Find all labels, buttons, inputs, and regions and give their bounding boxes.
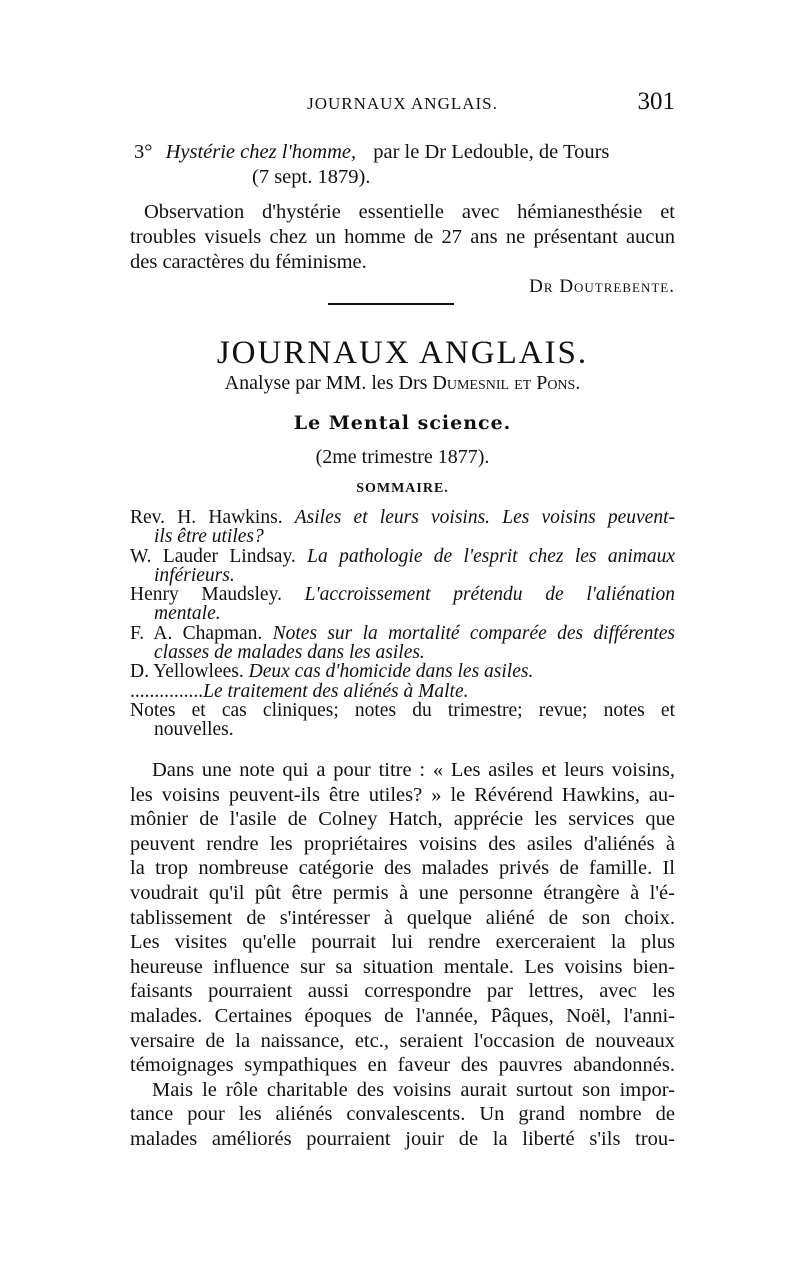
- toc-author: W. Lauder Lindsay.: [130, 545, 308, 567]
- body-paragraph: [130, 758, 675, 1152]
- toc-author: Notes et cas cliniques; notes du trimestre; revue; notes et: [130, 699, 675, 721]
- body-line: Dans une note qui a pour titre : « Les asiles et leurs voisins,: [152, 759, 675, 781]
- body-line: voudrait qu'il pût être permis à une personne étrangère à l'é-: [130, 881, 675, 904]
- running-head: [130, 88, 675, 122]
- observation-paragraph: [130, 200, 675, 275]
- toc-title: Deux cas d'homicide dans les asiles.: [248, 661, 534, 683]
- toc-title: L'accroissement prétendu de l'aliénation: [304, 584, 675, 606]
- entry-heading: [130, 140, 675, 190]
- toc-author: nouvelles.: [154, 719, 234, 741]
- journal-issue: (2me trimestre 1877).: [315, 446, 490, 468]
- sommaire-heading: SOMMAIRE.: [356, 481, 449, 496]
- journal-name: Le Mental science.: [293, 412, 512, 434]
- toc-author: D. Yellowlees.: [130, 661, 249, 683]
- section-divider: [328, 303, 454, 305]
- toc-title: ils être utiles?: [154, 526, 264, 548]
- toc-line: [130, 682, 675, 701]
- toc-author: F. A. Chapman.: [130, 622, 273, 644]
- toc-line: [130, 527, 675, 546]
- toc-line: [130, 662, 675, 681]
- body-line: malades améliorés pourraient jouir de la liberté s'ils trou-: [130, 1127, 675, 1150]
- analyse-text: Analyse par MM. les Drs: [224, 372, 428, 394]
- toc-title: classes de malades dans les asiles.: [154, 642, 425, 664]
- toc-line: [130, 547, 675, 566]
- section-analyse: [130, 372, 675, 395]
- entry-line-1: [130, 140, 675, 165]
- toc-author: Henry Maudsley.: [130, 584, 305, 606]
- body-line: mônier de l'asile de Colney Hatch, apprécie les services que: [130, 808, 675, 831]
- toc-author: ...............: [130, 680, 204, 702]
- observation-line: des caractères du féminisme.: [130, 251, 367, 273]
- toc-title: Notes sur la mortalité comparée des différentes: [272, 622, 675, 644]
- page-number: 301: [637, 88, 675, 115]
- entry-line-2: (7 sept. 1879).: [252, 166, 371, 188]
- observation-line: Observation d'hystérie essentielle avec hémianesthésie et: [144, 201, 675, 223]
- body-line: tablissement de s'intéresser à quelque aliéné de son choix.: [130, 906, 675, 929]
- toc-line: [130, 508, 675, 527]
- toc-line: [130, 643, 675, 662]
- toc-title: La pathologie de l'esprit chez les animaux: [307, 545, 675, 567]
- toc-line: [130, 624, 675, 643]
- section-title: JOURNAUX ANGLAIS.: [216, 335, 589, 371]
- body-line: Mais le rôle charitable des voisins aurait surtout son impor-: [152, 1078, 675, 1101]
- toc-line: [130, 701, 675, 720]
- toc-title: Le traitement des aliénés à Malte.: [203, 680, 469, 702]
- analyse-authors: Dumesnil et Pons.: [432, 372, 581, 394]
- toc-title: mentale.: [154, 603, 221, 625]
- toc-line: [130, 585, 675, 604]
- toc-line: [130, 604, 675, 623]
- entry-title: Hystérie chez l'homme,: [165, 141, 357, 163]
- toc-line: [130, 566, 675, 585]
- body-line: versaire de la naissance, etc., seraient l'occasion de nouveaux: [130, 1029, 675, 1052]
- body-line: heureuse influence sur sa situation mentale. Les voisins bien-: [130, 955, 675, 978]
- body-line: faisants pourraient aussi correspondre par lettres, avec les: [130, 980, 675, 1003]
- toc-title: inférieurs.: [154, 564, 235, 586]
- body-line: témoignages sympathiques en faveur des pauvres abandonnés.: [130, 1054, 675, 1077]
- body-line: malades. Certaines époques de l'année, Pâques, Noël, l'anni-: [130, 1004, 675, 1027]
- toc-author: Rev. H. Hawkins.: [130, 507, 295, 528]
- observation-line: troubles visuels chez un homme de 27 ans ne présentant aucun: [130, 226, 675, 248]
- table-of-contents: [130, 508, 675, 740]
- running-title: JOURNAUX ANGLAIS.: [307, 94, 498, 113]
- signature: Dr Doutrebente.: [529, 276, 675, 297]
- body-line: les voisins peuvent-ils être utiles? » le Révérend Hawkins, au-: [130, 783, 675, 806]
- entry-number: 3°: [134, 141, 153, 163]
- body-line: peuvent rendre les propriétaires voisins des asiles d'aliénés à: [130, 832, 675, 855]
- toc-line: [130, 720, 675, 739]
- body-line: la trop nombreuse catégorie des malades privés de famille. Il: [130, 857, 675, 880]
- toc-title: Asiles et leurs voisins. Les voisins peuvent-: [294, 507, 675, 528]
- body-line: tance pour les aliénés convalescents. Un grand nombre de: [130, 1103, 675, 1126]
- body-line: Les visites qu'elle pourrait lui rendre exerceraient la plus: [130, 931, 675, 954]
- entry-author: par le Dr Ledouble, de Tours: [373, 141, 610, 163]
